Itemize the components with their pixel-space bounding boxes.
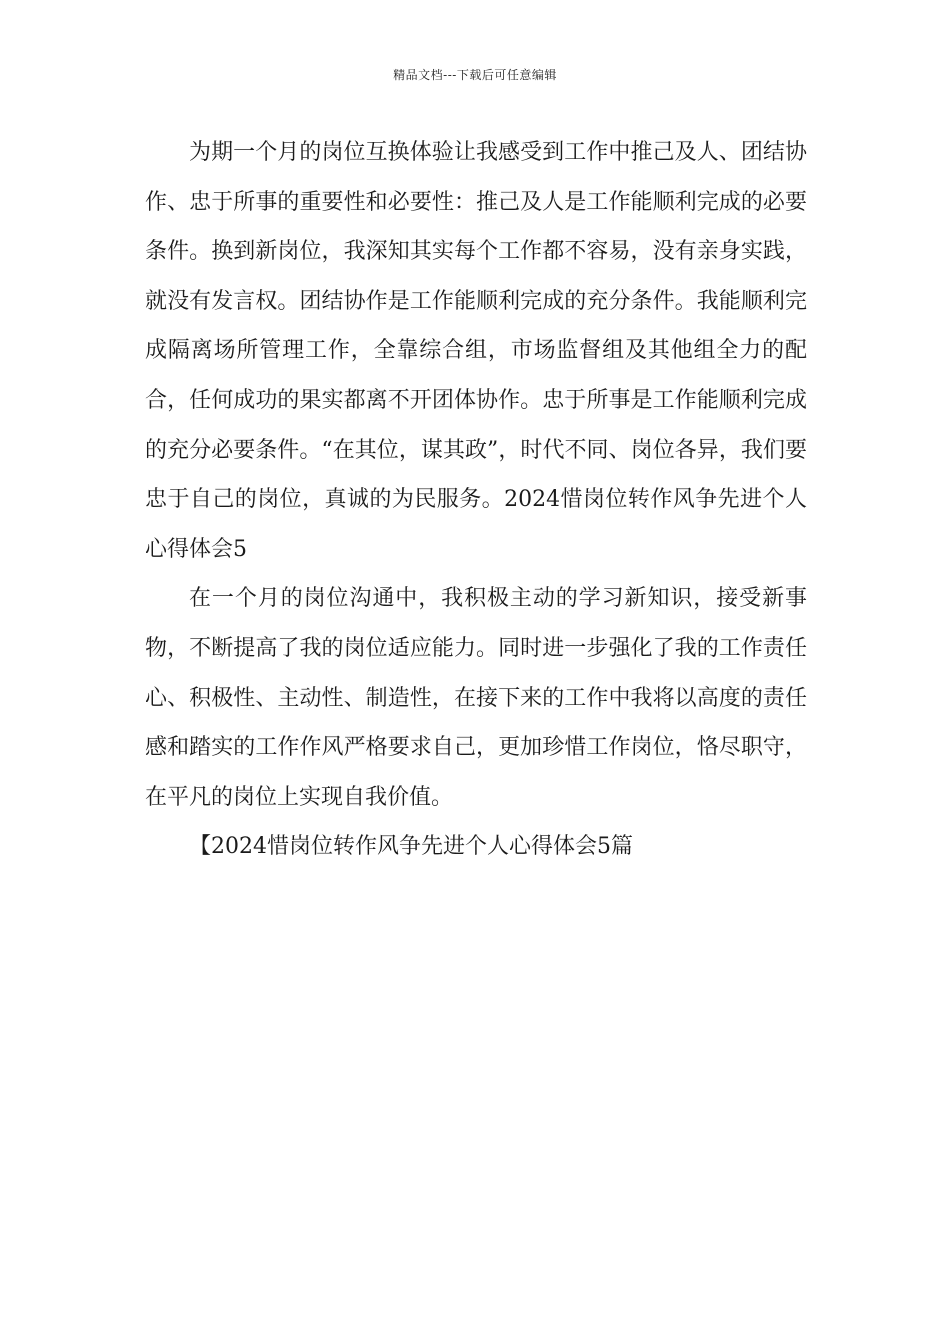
document-body (145, 128, 807, 872)
page-header: 精品文档---下载后可任意编辑 (393, 68, 557, 82)
paragraph-3: 【2024惜岗位转作风争先进个人心得体会5篇 (189, 834, 633, 860)
paragraph-1: 为期一个月的岗位互换体验让我感受到工作中推己及人、团结协作、忠于所事的重要性和必要性：推己及人是工作能顺利完成的必要条件。换到新岗位，我深知其实每个工作都不容易，没有亲身实践，就没有发言权。团结协作是工作能顺利完成的充分条件。我能顺利完成隔离场所管理工作，全靠综合组，市场监督组及其他组全力的配合，任何成功的果实都离不开团体协作。忠于所事是工作能顺利完成的充分必要条件。“在其位，谋其政”，时代不同、岗位各异，我们要忠于自己的岗位，真诚的为民服务。2024惜岗位转作风争先进个人心得体会5 (145, 140, 807, 562)
paragraph-2: 在一个月的岗位沟通中，我积极主动的学习新知识，接受新事物，不断提高了我的岗位适应能力。同时进一步强化了我的工作责任心、积极性、主动性、制造性，在接下来的工作中我将以高度的责任感和踏实的工作作风严格要求自己，更加珍惜工作岗位，恪尽职守，在平凡的岗位上实现自我价值。 (145, 586, 807, 810)
